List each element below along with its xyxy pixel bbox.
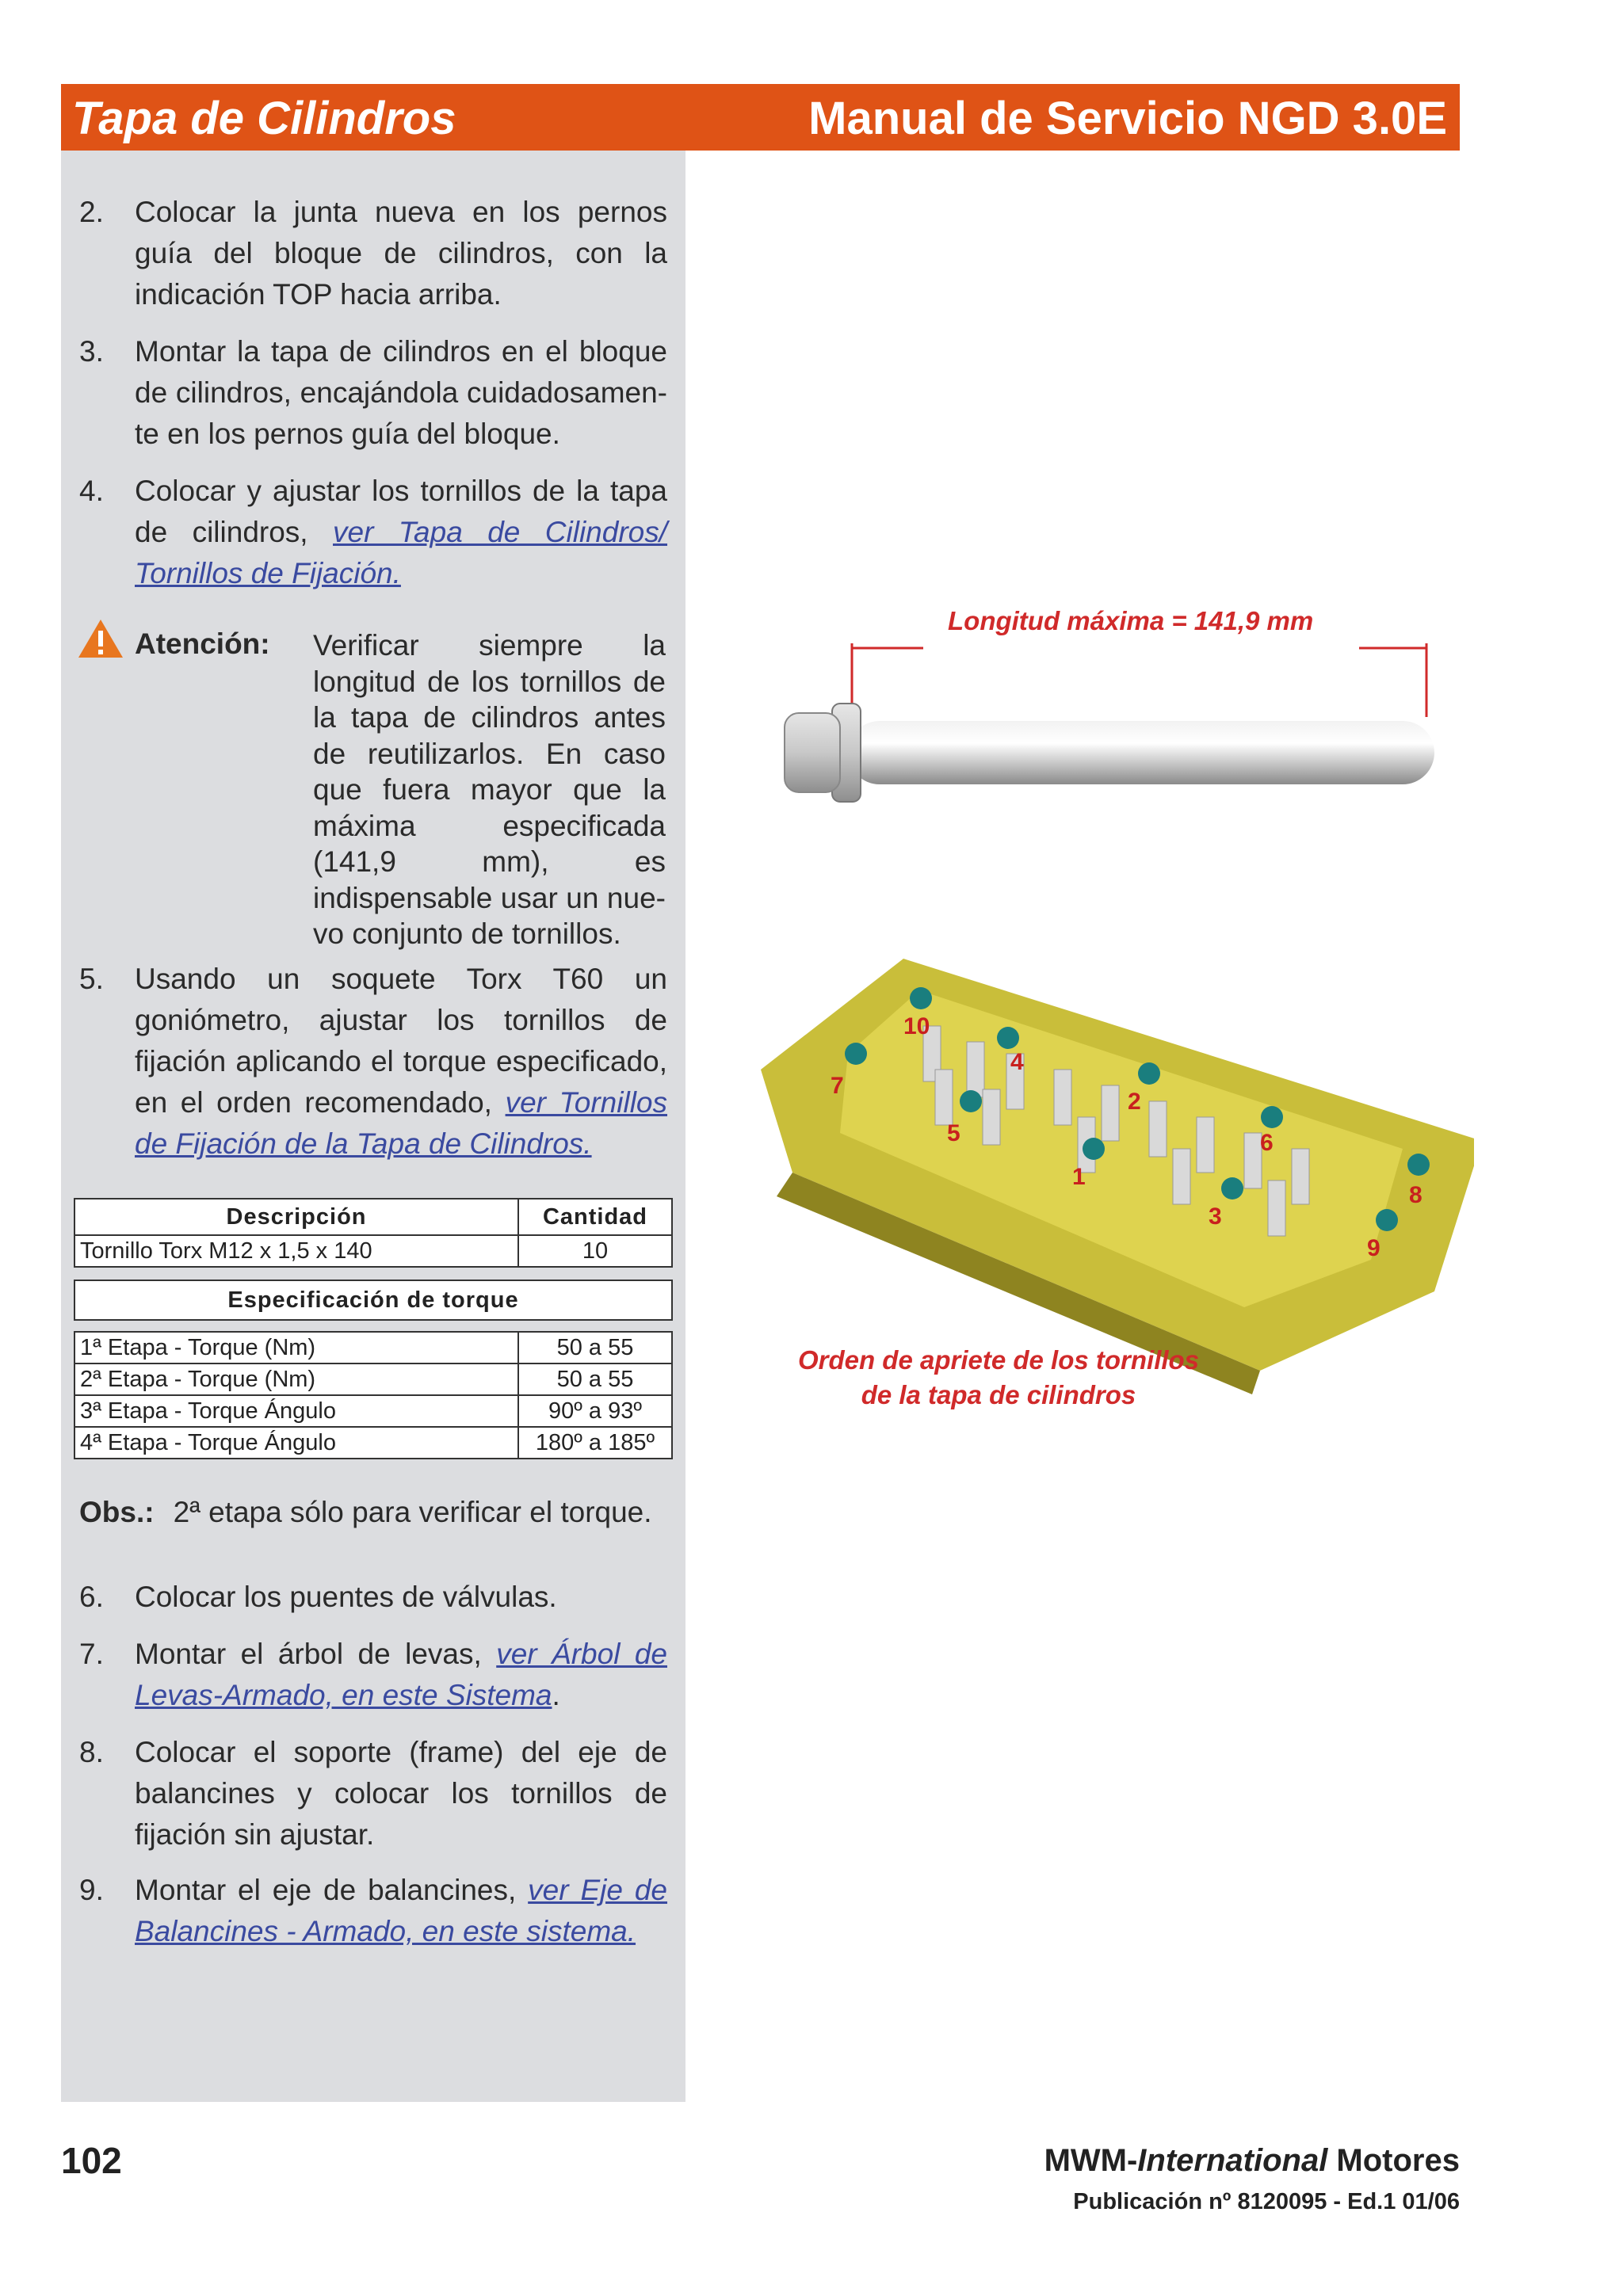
table-cell: Tornillo Torx M12 x 1,5 x 140	[74, 1235, 518, 1267]
step-text: Montar la tapa de cilindros en el bloque de cilindros, encajándola cuidadosamente en los pernos guía del bloque.	[135, 335, 667, 450]
bolt-shaft	[848, 721, 1434, 784]
warning-icon	[77, 618, 124, 659]
publication-info: Publicación nº 8120095 - Ed.1 01/06	[1073, 2189, 1460, 2214]
link-tornillos-tapa[interactable]: ver Tornillos de Fijación de la Tapa de Cilindros.	[135, 1086, 667, 1160]
bolt-number-9: 9	[1367, 1235, 1381, 1261]
caption-line-1: Orden de apriete de los tornillos	[797, 1345, 1200, 1375]
step-text	[135, 1634, 667, 1716]
section-title: Tapa de Cilindros	[72, 93, 456, 144]
link-arbol-levas[interactable]: ver Árbol de Levas-Armado, en este Sistema	[135, 1638, 667, 1711]
obs-text: 2ª etapa sólo para verificar el torque.	[173, 1496, 652, 1528]
page-number: 102	[61, 2140, 122, 2181]
table-row	[74, 1235, 672, 1267]
obs-label: Obs.:	[79, 1496, 155, 1528]
attention-text: Verificar siempre la longitud de los tornillos de la tapa de cilindros antes de reutilizarlos. En caso que fuera mayor que la máxima especificada (141,9 mm), es indispensable usar un nuevo conjunto de tornillos.	[313, 629, 666, 950]
brand-prefix: MWM-	[1044, 2143, 1138, 2178]
bolt-number-1: 1	[1072, 1164, 1086, 1190]
step-number: 5.	[79, 963, 104, 995]
cylinder-head-illustration	[745, 951, 1474, 1394]
table-cell: 50 a 55	[518, 1332, 672, 1363]
step-6	[79, 1577, 667, 1618]
table-cell: 90º a 93º	[518, 1395, 672, 1427]
table-cell: 2ª Etapa - Torque (Nm)	[74, 1363, 518, 1395]
step-text	[135, 471, 667, 594]
step-number: 8.	[79, 1736, 104, 1768]
step-2	[79, 192, 667, 315]
step-text-body: Montar el eje de balancines,	[135, 1874, 529, 1906]
table-cell: 180º a 185º	[518, 1427, 672, 1459]
table-cell: 3ª Etapa - Torque Ángulo	[74, 1395, 518, 1427]
bolt-number-8: 8	[1409, 1182, 1423, 1208]
step-number: 9.	[79, 1874, 104, 1906]
bolt-head	[785, 713, 840, 792]
step-3	[79, 331, 667, 455]
link-eje-balancines[interactable]: ver Eje de Balancines - Armado, en este sistema.	[135, 1874, 667, 1947]
header-bar	[61, 84, 1460, 151]
step-text	[135, 959, 667, 1165]
bolt-number-6: 6	[1260, 1130, 1274, 1156]
bolt-number-3: 3	[1209, 1203, 1222, 1230]
bolt-number-4: 4	[1010, 1049, 1024, 1075]
step-4	[79, 471, 667, 594]
table-row	[74, 1332, 672, 1363]
parts-table	[74, 1198, 673, 1268]
bolt-number-10: 10	[903, 1013, 930, 1039]
step-number: 3.	[79, 335, 104, 368]
step-5	[79, 959, 667, 1165]
step-number: 4.	[79, 475, 104, 507]
manual-title: Manual de Servicio NGD 3.0E	[808, 93, 1447, 144]
table-row	[74, 1363, 672, 1395]
brand-name	[1044, 2143, 1460, 2179]
step-text-body: Colocar y ajustar los tornillos de la tapa de cilindros,	[135, 475, 667, 548]
step-text: Colocar la junta nueva en los pernos guía del bloque de cilindros, con la indicación TOP hacia arriba.	[135, 196, 667, 311]
step-8	[79, 1732, 667, 1855]
table-cell: 1ª Etapa - Torque (Nm)	[74, 1332, 518, 1363]
step-text-body: Usando un soquete Torx T60 un goniómetro, ajustar los tornillos de fijación aplicando el torque especificado, en el orden recomendado,	[135, 963, 667, 1119]
caption-line-2: de la tapa de cilindros	[861, 1380, 1136, 1409]
step-number: 2.	[79, 196, 104, 228]
torque-table	[74, 1331, 673, 1459]
table-cell: 10	[518, 1235, 672, 1267]
step-number: 6.	[79, 1581, 104, 1613]
tightening-order-caption	[777, 1343, 1220, 1413]
brand-suffix: Motores	[1327, 2143, 1460, 2178]
brand-italic: International	[1137, 2143, 1328, 2178]
column-header: Cantidad	[518, 1199, 672, 1235]
table-cell: 50 a 55	[518, 1363, 672, 1395]
step-text-body: Montar el árbol de levas,	[135, 1638, 497, 1670]
bolt-length-caption: Longitud máxima = 141,9 mm	[948, 606, 1314, 635]
bolt-length-illustration	[777, 602, 1442, 840]
step-7	[79, 1634, 667, 1716]
column-header: Descripción	[74, 1199, 518, 1235]
dimension-line	[852, 643, 1426, 717]
step-text-tail: .	[552, 1679, 560, 1711]
link-tornillos-fijacion[interactable]: ver Tapa de Cilindros/ Tornillos de Fijación.	[135, 516, 668, 589]
torque-table-header	[74, 1280, 673, 1321]
table-row	[74, 1427, 672, 1459]
table-row	[74, 1395, 672, 1427]
step-number: 7.	[79, 1638, 104, 1670]
bolt-number-5: 5	[947, 1120, 960, 1146]
attention-label: Atención:	[135, 627, 270, 660]
table-cell: 4ª Etapa - Torque Ángulo	[74, 1427, 518, 1459]
bolt-number-2: 2	[1128, 1089, 1141, 1115]
column-header: Especificación de torque	[74, 1280, 672, 1320]
step-9	[79, 1870, 667, 1952]
bolt-number-7: 7	[831, 1073, 844, 1099]
step-text	[135, 1870, 667, 1952]
step-text: Colocar los puentes de válvulas.	[135, 1581, 557, 1613]
step-text: Colocar el soporte (frame) del eje de balancines y colocar los tornillos de fijación sin ajustar.	[135, 1736, 667, 1851]
observation	[79, 1496, 652, 1529]
